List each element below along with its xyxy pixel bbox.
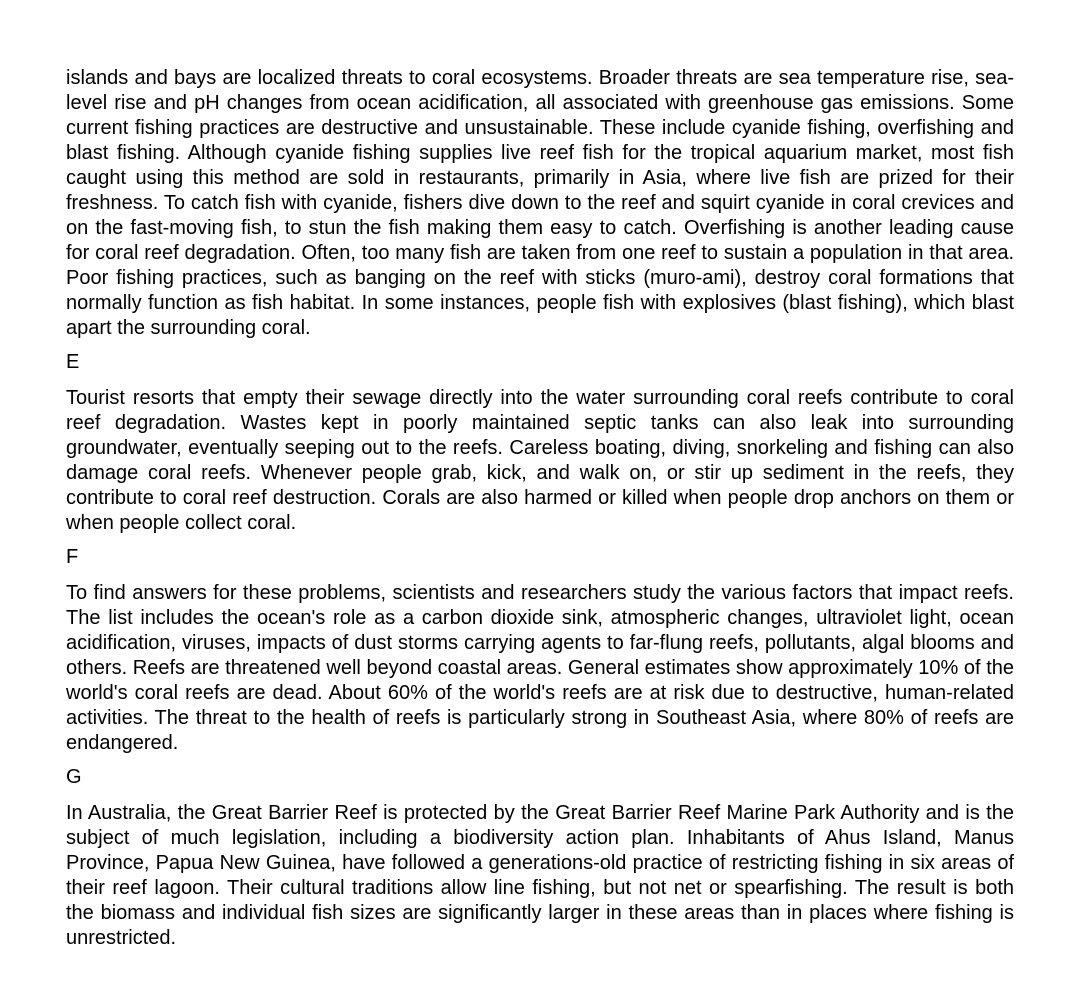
paragraph-g: In Australia, the Great Barrier Reef is protected by the Great Barrier Reef Marine Park Authority and is the subject of much legislation, including a biodiversity action plan. Inhabitants of Ahus Island, Manus Province, Papua New Guinea, have followed a generations-old practice of restricting fishing in six areas of their reef lagoon. Their cultural traditions allow line fishing, but not net or spearfishing. The result is both the biomass and individual fish sizes are significantly larger in these areas than in places where fishing is unrestricted. [66,802,1014,949]
section-letter-e: E [66,351,80,373]
document-page [66,66,1014,951]
section-letter-f: F [66,546,79,568]
paragraph-d-continued: islands and bays are localized threats to coral ecosystems. Broader threats are sea temperature rise, sea-level rise and pH changes from ocean acidification, all associated with greenhouse gas emissions. Some current fishing practices are destructive and unsustainable. These include cyanide fishing, overfishing and blast fishing. Although cyanide fishing supplies live reef fish for the tropical aquarium market, most fish caught using this method are sold in restaurants, primarily in Asia, where live fish are prized for their freshness. To catch fish with cyanide, fishers dive down to the reef and squirt cyanide in coral crevices and on the fast-moving fish, to stun the fish making them easy to catch. Overfishing is another leading cause for coral reef degradation. Often, too many fish are taken from one reef to sustain a population in that area. Poor fishing practices, such as banging on the reef with sticks (muro-ami), destroy coral formations that normally function as fish habitat. In some instances, people fish with explosives (blast fishing), which blast apart the surrounding coral. [66,67,1014,339]
paragraph-f: To find answers for these problems, scientists and researchers study the various factors that impact reefs. The list includes the ocean's role as a carbon dioxide sink, atmospheric changes, ultraviolet light, ocean acidification, viruses, impacts of dust storms carrying agents to far-flung reefs, pollutants, algal blooms and others. Reefs are threatened well beyond coastal areas. General estimates show approximately 10% of the world's coral reefs are dead. About 60% of the world's reefs are at risk due to destructive, human-related activities. The threat to the health of reefs is particularly strong in Southeast Asia, where 80% of reefs are endangered. [66,582,1014,754]
paragraph-e: Tourist resorts that empty their sewage directly into the water surrounding coral reefs contribute to coral reef degradation. Wastes kept in poorly maintained septic tanks can also leak into surrounding groundwater, eventually seeping out to the reefs. Careless boating, diving, snorkeling and fishing can also damage coral reefs. Whenever people grab, kick, and walk on, or stir up sediment in the reefs, they contribute to coral reef destruction. Corals are also harmed or killed when people drop anchors on them or when people collect coral. [66,387,1014,534]
section-letter-g: G [66,766,82,788]
